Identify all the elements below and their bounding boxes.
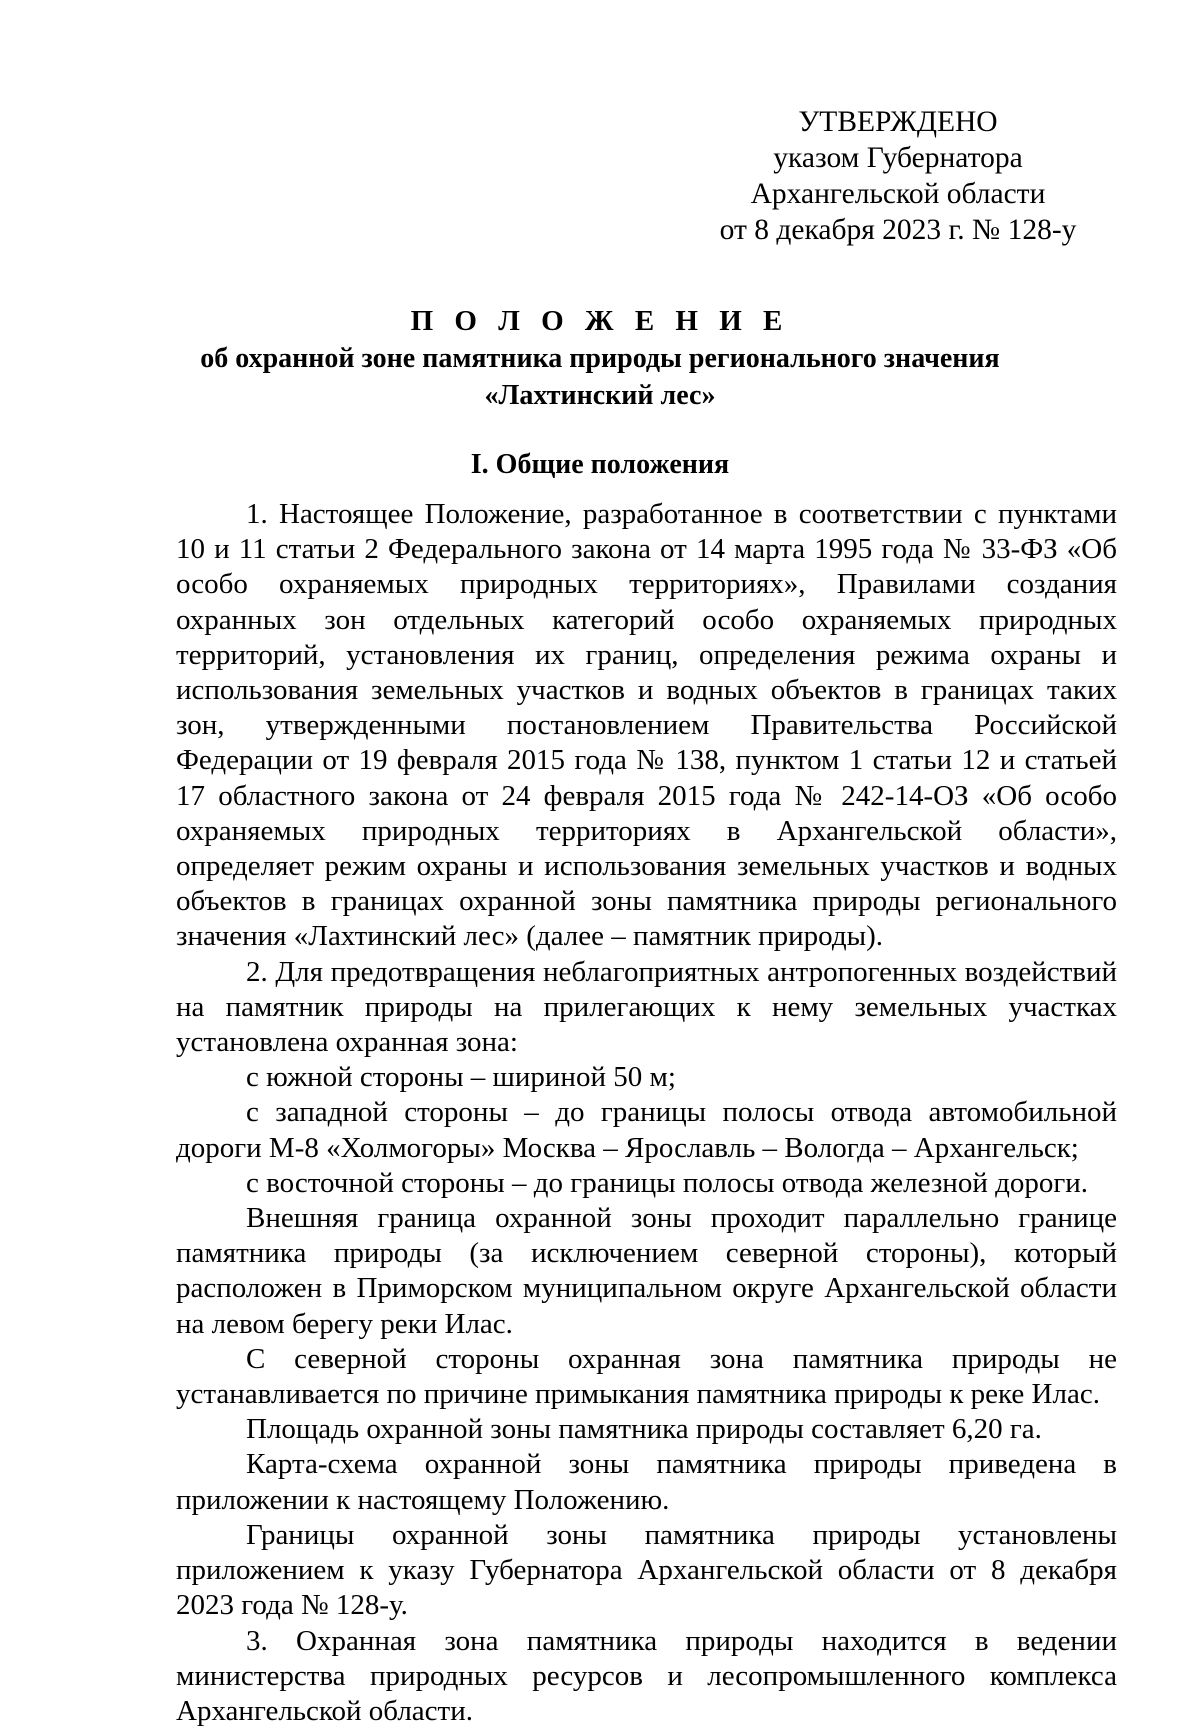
document-subtitle-name: «Лахтинский лес» [160,377,1040,414]
approval-region: Архангельской области [718,176,1078,212]
document-body [176,497,1117,1729]
section-heading: I. Общие положения [160,446,1040,483]
paragraph-map: Карта-схема охранной зоны памятника природы приведена в приложении к настоящему Положению. [176,1447,1117,1517]
paragraph-area: Площадь охранной зоны памятника природы составляет 6,20 га. [176,1412,1117,1447]
paragraph-west-side: с западной стороны – до границы полосы отвода автомобильной дороги М-8 «Холмогоры» Москва – Ярославль – Вологда – Архангельск; [176,1095,1117,1165]
paragraph-east-side: с восточной стороны – до границы полосы отвода железной дороги. [176,1166,1117,1201]
paragraph-borders: Границы охранной зоны памятника природы установлены приложением к указу Губернатора Архангельской области от 8 декабря 2023 года № 128-у. [176,1518,1117,1624]
document-title-block [160,303,1040,414]
document-subtitle: об охранной зоне памятника природы регионального значения [160,340,1040,377]
paragraph-outer-border: Внешняя граница охранной зоны проходит параллельно границе памятника природы (за исключением северной стороны), который расположен в Приморском муниципальном округе Архангельской области на левом берегу реки Илас. [176,1201,1117,1342]
approval-stamp [718,104,1078,248]
paragraph-2: 2. Для предотвращения неблагоприятных антропогенных воздействий на памятник природы на прилегающих к нему земельных участках установлена охранная зона: [176,955,1117,1061]
paragraph-1: 1. Настоящее Положение, разработанное в соответствии с пунктами 10 и 11 статьи 2 Федерального закона от 14 марта 1995 года № 33-ФЗ «Об особо охраняемых природных территориях», Правилами создания охранных зон отдельных категорий особо охраняемых природных территорий, установления их границ, определения режима охраны и использования земельных участков и водных объектов в границах таких зон, утвержденными постановлением Правительства Российской Федерации от 19 февраля 2015 года № 138, пунктом 1 статьи 12 и статьей 17 областного закона от 24 февраля 2015 года № 242-14-ОЗ «Об особо охраняемых природных территориях в Архангельской области», определяет режим охраны и использования земельных участков и водных объектов в границах охранной зоны памятника природы регионального значения «Лахтинский лес» (далее – памятник природы). [176,497,1117,955]
paragraph-3: 3. Охранная зона памятника природы находится в ведении министерства природных ресурсов и лесопромышленного комплекса Архангельской области. [176,1624,1117,1729]
approval-authority: указом Губернатора [718,140,1078,176]
paragraph-north-side: С северной стороны охранная зона памятника природы не устанавливается по причине примыкания памятника природы к реке Илас. [176,1342,1117,1412]
approval-date-number: от 8 декабря 2023 г. № 128-у [718,212,1078,248]
paragraph-south-side: с южной стороны – шириной 50 м; [176,1060,1117,1095]
document-title: П О Л О Ж Е Н И Е [160,303,1040,340]
approval-status: УТВЕРЖДЕНО [718,104,1078,140]
